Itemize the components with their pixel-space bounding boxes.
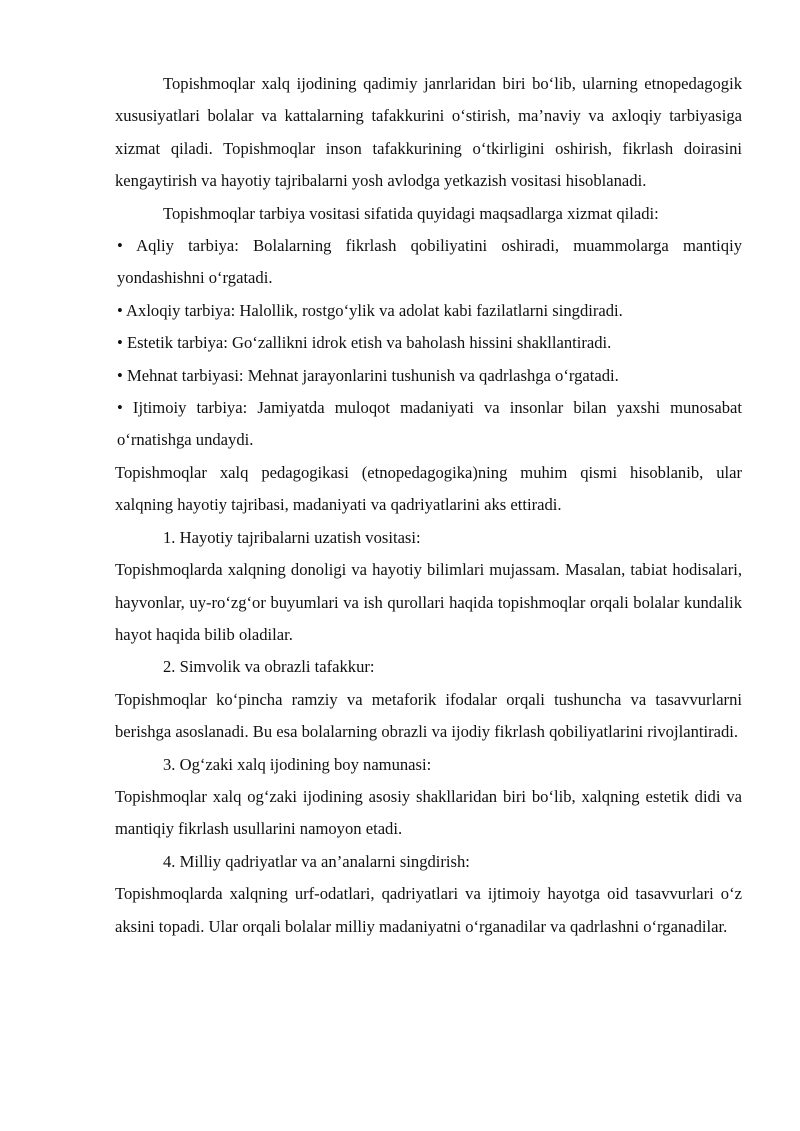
bullet-estetik-tarbiya: • Estetik tarbiya: Go‘zallikni idrok etish va baholash hissini shakllantiradi. bbox=[117, 333, 612, 353]
purposes-intro: Topishmoqlar tarbiya vositasi sifatida quyidagi maqsadlarga xizmat qiladi: bbox=[163, 203, 659, 223]
intro-paragraph: Topishmoqlar xalq ijodining qadimiy janrlaridan biri bo‘lib, ularning etnopedagogik xususiyatlari bolalar va kattalarning tafakkurini o‘stirish, ma’naviy va axloqiy tarbiyasiga xizmat qiladi. Topishmoqlar inson tafakkurining o‘tkirligini oshirish, fikrlash doirasini kengaytirish va hayotiy tajribalarni yosh avlodga yetkazish vositasi hisoblanadi. bbox=[115, 74, 742, 191]
document-page bbox=[115, 68, 742, 943]
bullet-mehnat-tarbiyasi: • Mehnat tarbiyasi: Mehnat jarayonlarini tushunish va qadrlashga o‘rgatadi. bbox=[117, 365, 619, 385]
etnopedagogika-paragraph: Topishmoqlar xalq pedagogikasi (etnopedagogika)ning muhim qismi hisoblanib, ular xalqning hayotiy tajribasi, madaniyati va qadriyatlarini aks ettiradi. bbox=[115, 462, 742, 515]
bullet-axloqiy-tarbiya: • Axloqiy tarbiya: Halollik, rostgo‘ylik va adolat kabi fazilatlarni singdiradi. bbox=[117, 300, 623, 320]
bullet-aqliy-tarbiya: • Aqliy tarbiya: Bolalarning fikrlash qobiliyatini oshiradi, muammolarga mantiqiy yondashishni o‘rgatadi. bbox=[117, 236, 742, 288]
section-heading-3: 3. Og‘zaki xalq ijodining boy namunasi: bbox=[163, 754, 432, 774]
section-body-2: Topishmoqlar ko‘pincha ramziy va metaforik ifodalar orqali tushuncha va tasavvurlarni berishga asoslanadi. Bu esa bolalarning obrazli va ijodiy fikrlash qobiliyatlarini rivojlantiradi. bbox=[115, 689, 742, 742]
bullet-ijtimoiy-tarbiya: • Ijtimoiy tarbiya: Jamiyatda muloqot madaniyati va insonlar bilan yaxshi munosabat o‘rnatishga undaydi. bbox=[117, 398, 742, 450]
section-body-4: Topishmoqlarda xalqning urf-odatlari, qadriyatlari va ijtimoiy hayotga oid tasavvurlari o‘z aksini topadi. Ular orqali bolalar milliy madaniyatni o‘rganadilar va qadrlashni o‘rganadilar. bbox=[115, 884, 742, 936]
section-heading-1: 1. Hayotiy tajribalarni uzatish vositasi: bbox=[163, 527, 421, 547]
section-heading-4: 4. Milliy qadriyatlar va an’analarni singdirish: bbox=[163, 851, 470, 871]
section-body-1: Topishmoqlarda xalqning donoligi va hayotiy bilimlari mujassam. Masalan, tabiat hodisalari, hayvonlar, uy-ro‘zg‘or buyumlari va ish qurollari haqida topishmoqlar orqali bolalar kundalik hayot haqida bilib oladilar. bbox=[115, 560, 742, 644]
section-body-3: Topishmoqlar xalq og‘zaki ijodining asosiy shakllaridan biri bo‘lib, xalqning estetik didi va mantiqiy fikrlash usullarini namoyon etadi. bbox=[115, 786, 742, 839]
section-heading-2: 2. Simvolik va obrazli tafakkur: bbox=[163, 657, 375, 677]
